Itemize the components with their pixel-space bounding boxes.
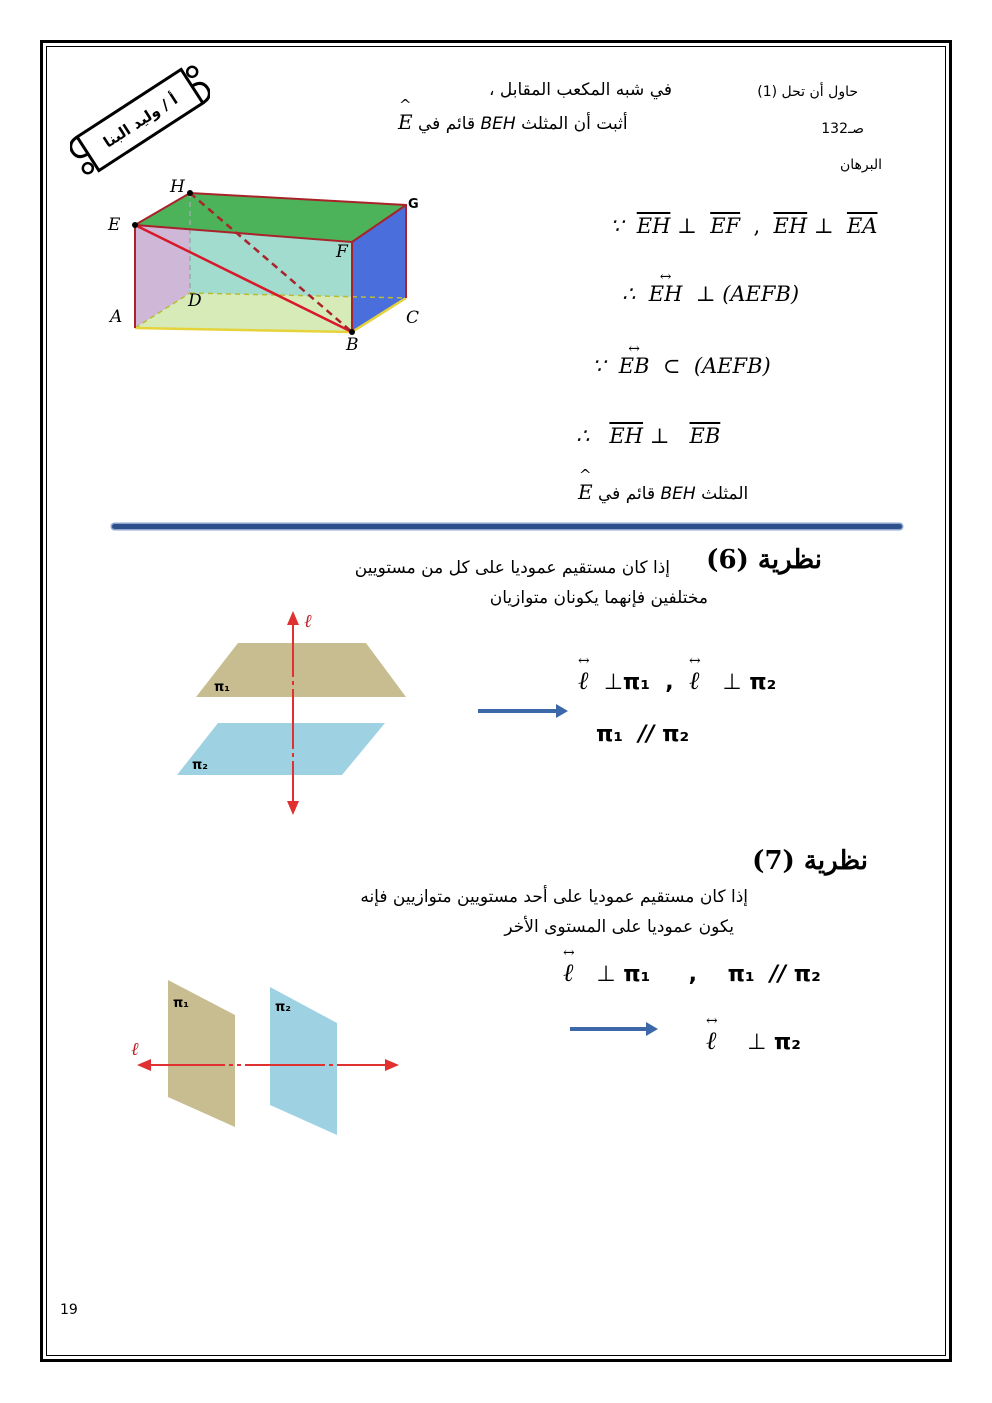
theorem6-text1: إذا كان مستقيم عموديا على كل من مستويين (354, 558, 670, 578)
page-ref: صـ132 (821, 121, 864, 137)
theorem7-fig-p1: π₁ (173, 996, 189, 1011)
theorem7-title: نظرية (7) (752, 846, 868, 876)
theorem7-fig-line-label: ℓ (131, 1039, 139, 1060)
theorem7-text2: يكون عموديا على المستوى الأخر (504, 917, 734, 937)
theorem6-statement-1: ↔ ℓ ⊥π₁ , ↔ ℓ ⊥ π₂ (578, 653, 777, 695)
section-divider (112, 524, 902, 529)
theorem6-figure (170, 605, 420, 820)
cuboid-figure (90, 150, 450, 360)
theorem6-fig-p1: π₁ (214, 680, 230, 695)
theorem6-fig-p2: π₂ (192, 758, 208, 773)
theorem7-text1: إذا كان مستقيم عموديا على أحد مستويين متوازيين فإنه (360, 887, 748, 907)
label-H: H (170, 177, 185, 197)
proof-conclusion: ^ E قائم في BEH المثلث (578, 466, 749, 504)
label-B: B (346, 335, 359, 355)
theorem7-figure (125, 975, 415, 1140)
theorem7-implies-arrow (570, 1027, 648, 1031)
proof-step-2: ∴ ↔ EH ⊥ (AEFB) (622, 269, 800, 306)
proof-label: البرهان (839, 157, 882, 173)
theorem6-implies-arrow (478, 709, 558, 713)
problem-line1: في شبه المكعب المقابل ، (488, 80, 672, 100)
proof-step-4: ∴ $\overline{EH}$ ⊥ $\overline{EB}$ (576, 424, 721, 448)
label-G: G (408, 197, 419, 212)
theorem6-statement-2: π₁ // π₂ (596, 722, 690, 747)
angle-vertex: E (398, 110, 413, 134)
problem-line2: ^ E قائم في BEH أثبت أن المثلث (398, 96, 628, 134)
label-E: E (108, 215, 121, 235)
stamp-text: أ / وليد البنا (100, 90, 181, 152)
theorem7-fig-p2: π₂ (275, 1000, 291, 1015)
theorem7-statement-1: ↔ ℓ ⊥ π₁ , π₁ // π₂ (563, 945, 821, 987)
label-C: C (406, 308, 420, 328)
proof-step-3: ∵ ↔ EB ⊂ (AEFB) (592, 341, 771, 378)
label-D: D (188, 291, 202, 311)
label-A: A (110, 307, 123, 327)
label-F: F (336, 242, 348, 262)
theorem6-title: نظرية (6) (706, 545, 822, 575)
try-label: حاول أن تحل (1) (757, 84, 858, 100)
theorem7-statement-2: ↔ ℓ ⊥ π₂ (706, 1013, 801, 1055)
proof-step-1: ∵ $\overline{EH}$ ⊥ $\overline{EF}$ , $\overline{EH}$ ⊥ $\overline{EA}$ (610, 214, 878, 238)
theorem6-fig-line-label: ℓ (304, 611, 312, 632)
theorem6-text2: مختلفين فإنهما يكونان متوازيان (489, 588, 708, 608)
page-number: 19 (60, 1302, 78, 1318)
